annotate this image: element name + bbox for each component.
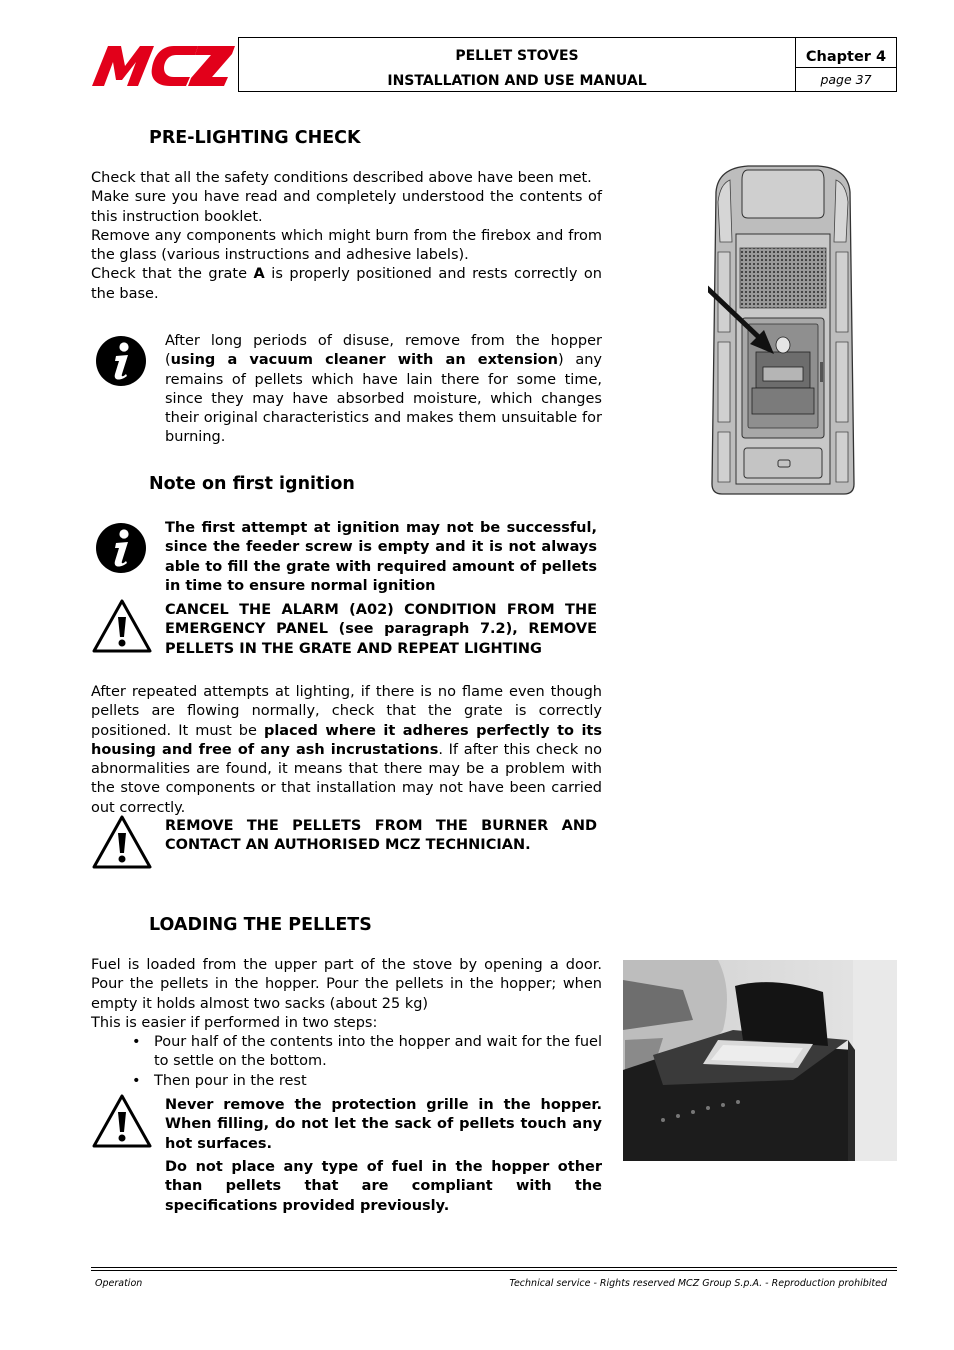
chapter-label: Chapter 4 (796, 38, 896, 68)
info-note-b: using a vacuum cleaner with an extension (170, 352, 558, 369)
header-chapter-box (796, 38, 896, 91)
footer-section: Operation (95, 1278, 143, 1289)
mcz-logo (90, 42, 236, 88)
warning-protection-grille: Never remove the protection grille in the hopper. When filling, do not let the sack of pellets touch any hot surfaces. (165, 1097, 602, 1152)
ignition-paragraph-c: . If after this check no abnormalities are found, it means that there may be a problem with the stove components or that installation may not have been carried out correctly. (91, 741, 603, 816)
prelighting-line4 (91, 265, 602, 304)
warning-fuel-type: Do not place any type of fuel in the hopper other than pellets that are compliant with the specifications provided previously. (165, 1159, 602, 1214)
prelighting-line2: Make sure you have read and completely understood the contents of this instruction booklet. (91, 189, 602, 225)
warning-icon (91, 1093, 153, 1149)
footer-rule (91, 1267, 897, 1268)
loading-text (91, 956, 602, 1091)
prelighting-line3: Remove any components which might burn from the firebox and from the glass (various instructions and adhesive labels). (91, 227, 602, 264)
loading-steps (91, 1033, 602, 1091)
warning-icon (91, 598, 153, 654)
heading-first-ignition: Note on first ignition (149, 474, 355, 494)
header-box (238, 37, 897, 92)
ignition-paragraph (91, 683, 602, 818)
prelighting-text (91, 169, 602, 304)
list-item: • Then pour in the rest (91, 1072, 602, 1091)
heading-prelighting: PRE-LIGHTING CHECK (149, 128, 361, 148)
ignition-paragraph-b: placed where it adheres perfectly to its housing and free of any ash incrustations (91, 722, 602, 758)
header-title-line2: INSTALLATION AND USE MANUAL (387, 73, 647, 89)
header-title (239, 38, 796, 91)
prelighting-line4-a: Check that the grate (91, 266, 254, 283)
hopper-photo (623, 960, 897, 1161)
footer-rule (91, 1270, 897, 1271)
heading-loading: LOADING THE PELLETS (149, 915, 372, 935)
grate-label: A (253, 266, 265, 283)
header-title-line1: PELLET STOVES (455, 48, 579, 64)
info-note-a: After long periods of disuse, remove from the hopper ( (165, 333, 602, 369)
page-number: page 37 (820, 72, 872, 87)
info-note-ignition: The first attempt at ignition may not be successful, since the feeder screw is empty and it is not always able to fill the grate with required amount of pellets in time to ensure normal ignition (165, 520, 597, 594)
warning-remove-pellets: REMOVE THE PELLETS FROM THE BURNER AND CONTACT AN AUTHORISED MCZ TECHNICIAN. (165, 818, 597, 854)
ignition-paragraph-a: After repeated attempts at lighting, if there is no flame even though pellets are flowing normally, check that the grate is correctly positioned. It must be (91, 684, 602, 739)
prelighting-line1: Check that all the safety conditions described above have been met. (91, 170, 592, 186)
prelighting-line4-c: is properly positioned and rests correctly on the base. (91, 266, 602, 302)
loading-para1: Fuel is loaded from the upper part of the stove by opening a door. Pour the pellets in the hopper. Pour the pellets in the hopper; when empty it holds almost two sacks (about 25 kg) (91, 957, 602, 1012)
footer-rights: Technical service - Rights reserved MCZ Group S.p.A. - Reproduction prohibited (509, 1278, 887, 1289)
list-item: • Pour half of the contents into the hopper and wait for the fuel to settle on the bottom. (91, 1033, 602, 1072)
warning-cancel-alarm: CANCEL THE ALARM (A02) CONDITION FROM THE EMERGENCY PANEL (see paragraph 7.2), REMOVE PELLETS IN THE GRATE AND REPEAT LIGHTING (165, 602, 597, 657)
info-icon (95, 335, 147, 387)
info-note-disuse (165, 332, 602, 448)
warning-icon (91, 814, 153, 870)
info-icon (95, 522, 147, 574)
stove-illustration (708, 162, 858, 496)
info-note-c: ) any remains of pellets which have lain there for some time, since they may have absorbed moisture, which changes their original characteristics and makes them unsuitable for burning. (165, 352, 602, 446)
loading-para2: This is easier if performed in two steps: (91, 1014, 378, 1031)
